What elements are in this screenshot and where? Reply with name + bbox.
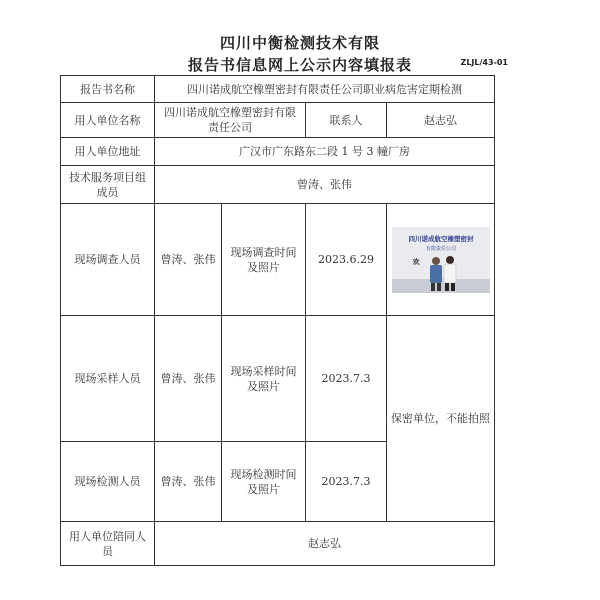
survey-photo-cell <box>387 204 495 316</box>
photo-welcome-text: 欢 <box>412 257 419 266</box>
accompany-value: 赵志弘 <box>155 522 495 566</box>
contact-value: 赵志弘 <box>387 103 495 138</box>
survey-date: 2023.6.29 <box>306 204 387 316</box>
confidential-note: 保密单位，不能拍照 <box>387 316 495 522</box>
report-name-label: 报告书名称 <box>61 76 155 103</box>
report-name-value: 四川诺成航空橡塑密封有限责任公司职业病危害定期检测 <box>155 76 495 103</box>
company-title: 四川中衡检测技术有限 <box>219 34 380 52</box>
table-row <box>61 522 495 566</box>
sampling-staff: 曾涛、张伟 <box>155 316 222 442</box>
testing-time-label: 现场检测时间及照片 <box>222 442 306 522</box>
table-row <box>61 166 495 204</box>
accompany-label: 用人单位陪同人员 <box>61 522 155 566</box>
table-row <box>61 316 495 442</box>
sampling-label: 现场采样人员 <box>61 316 155 442</box>
photo-banner-text: 四川诺成航空橡塑密封 <box>408 234 473 243</box>
address-label: 用人单位地址 <box>61 138 155 166</box>
sampling-time-label: 现场采样时间及照片 <box>222 316 306 442</box>
disclosure-form-table <box>60 75 495 566</box>
testing-staff: 曾涛、张伟 <box>155 442 222 522</box>
survey-staff: 曾涛、张伟 <box>155 204 222 316</box>
photo-sub-text: 有限责任公司 <box>425 245 456 252</box>
survey-time-label: 现场调查时间及照片 <box>222 204 306 316</box>
form-title: 报告书信息网上公示内容填报表 <box>187 56 412 74</box>
table-row <box>61 204 495 316</box>
table-row <box>61 76 495 103</box>
team-label: 技术服务项目组成员 <box>61 166 155 204</box>
document-code: ZLJL/43-01 <box>460 58 508 67</box>
testing-date: 2023.7.3 <box>306 442 387 522</box>
team-value: 曾涛、张伟 <box>155 166 495 204</box>
address-value: 广汉市广东路东二段 1 号 3 幢厂房 <box>155 138 495 166</box>
survey-photo <box>392 227 490 293</box>
contact-label: 联系人 <box>306 103 387 138</box>
table-row <box>61 138 495 166</box>
survey-label: 现场调查人员 <box>61 204 155 316</box>
table-row <box>61 103 495 138</box>
employer-value: 四川诺成航空橡塑密封有限责任公司 <box>155 103 306 138</box>
sampling-date: 2023.7.3 <box>306 316 387 442</box>
employer-label: 用人单位名称 <box>61 103 155 138</box>
testing-label: 现场检测人员 <box>61 442 155 522</box>
